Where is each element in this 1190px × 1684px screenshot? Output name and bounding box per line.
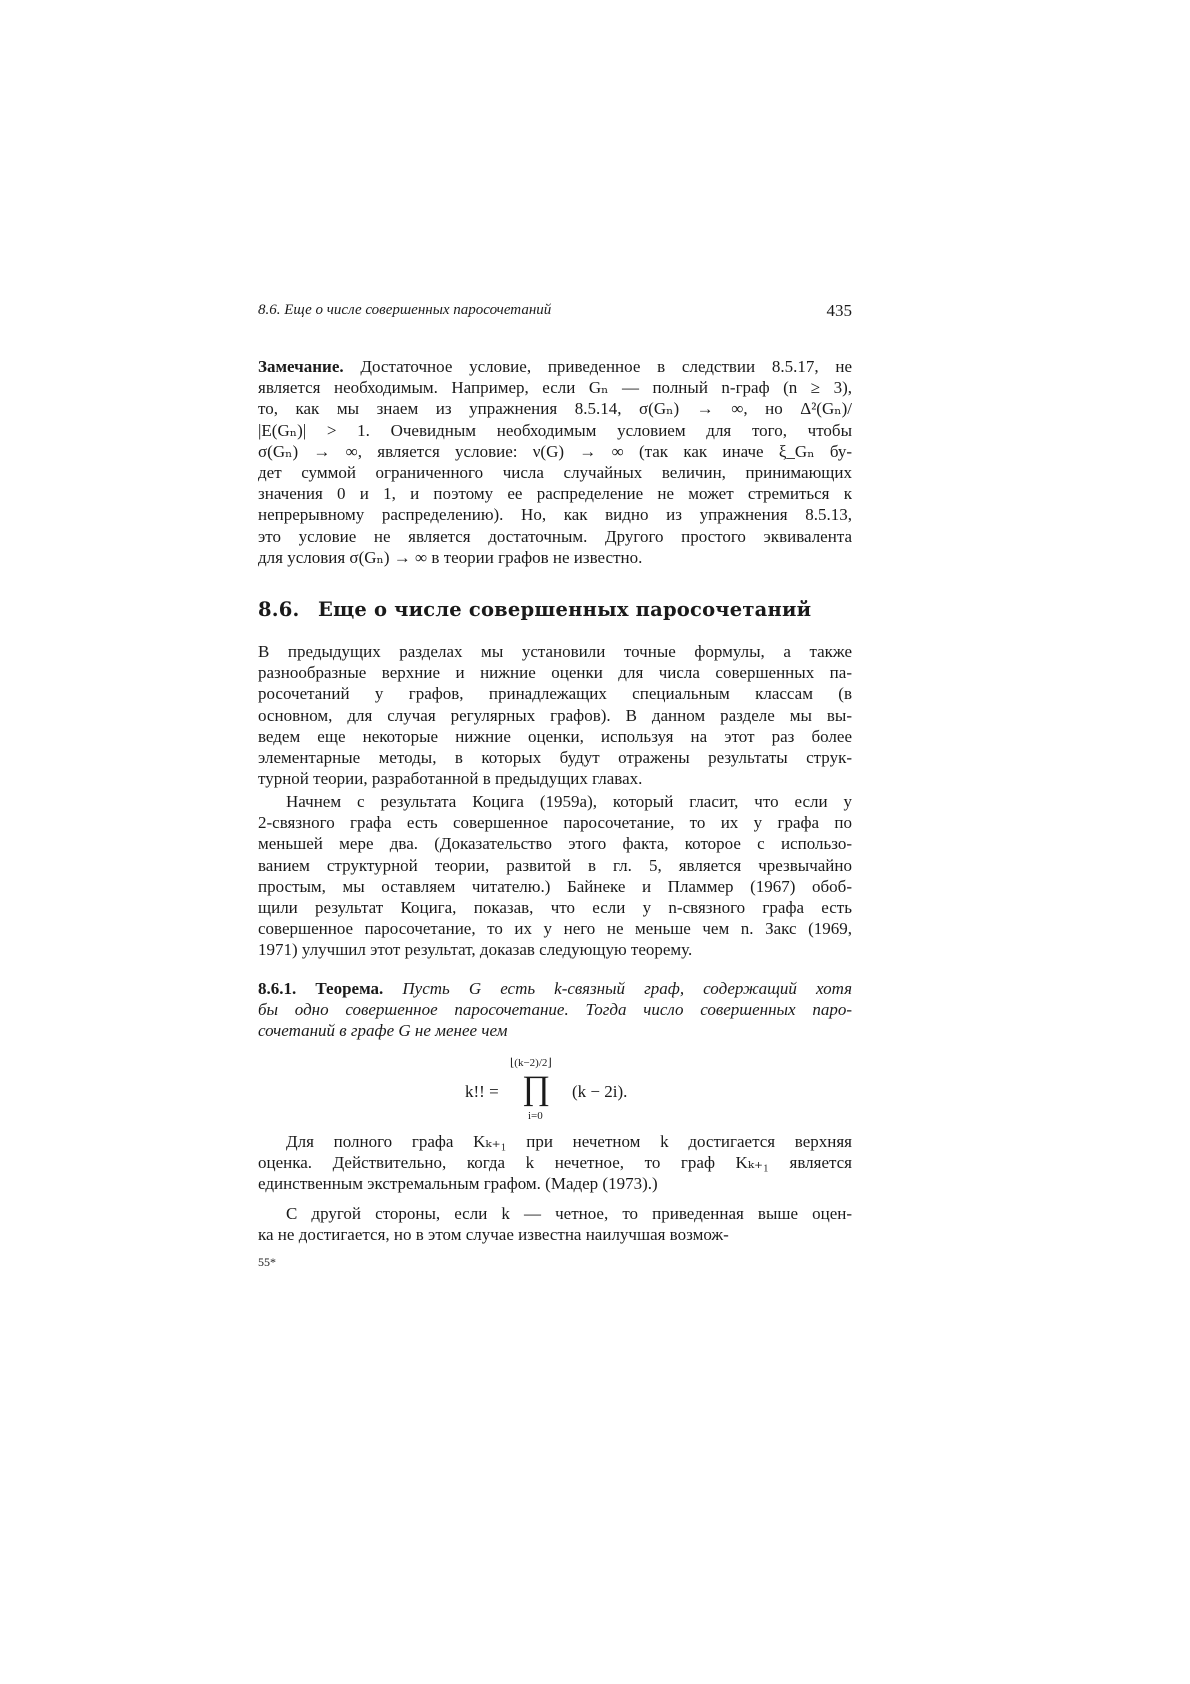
line-text: непрерывному распределению). Но, как видно из упражнения 8.5.13,: [258, 505, 852, 525]
formula-upper-limit: ⌊(k−2)/2⌋: [510, 1057, 552, 1069]
text-line: [258, 1203, 852, 1224]
formula-lower-limit: i=0: [528, 1110, 543, 1122]
line-text: совершенное паросочетание, то их у него не меньше чем n. Закс (1969,: [258, 919, 852, 939]
paragraph-kotzig: [258, 791, 852, 961]
line-text: элементарные методы, в которых будут отражены результаты струк-: [258, 747, 852, 767]
line-text: |E(Gₙ)| > 1. Очевидным необходимым условием для того, чтобы: [258, 420, 852, 440]
text-line: [258, 791, 852, 812]
text-line: [258, 462, 852, 483]
line-text: Для полного графа Kₖ₊₁ при нечетном k достигается верхняя: [286, 1132, 852, 1151]
text-line: [258, 1020, 852, 1041]
text-line: [258, 768, 852, 789]
text-line: [258, 526, 852, 547]
formula-lhs: k!! =: [465, 1082, 499, 1101]
text-line: [258, 1152, 852, 1173]
line-text: Начнем с результата Коцига (1959a), который гласит, что если у: [286, 792, 852, 811]
line-text: росочетаний у графов, принадлежащих специальным классам (в: [258, 684, 852, 704]
text-line: [258, 1173, 852, 1194]
text-line: [258, 641, 852, 662]
paragraph-complete-graph: [258, 1131, 852, 1195]
text-line: [258, 398, 852, 419]
line-text: для условия σ(Gₙ) → ∞ в теории графов не известно.: [258, 547, 643, 567]
text-line: [258, 356, 852, 377]
line-text: основном, для случая регулярных графов). В данном разделе мы вы-: [258, 705, 852, 725]
line-text: оценка. Действительно, когда k нечетное, то граф Kₖ₊₁ является: [258, 1153, 852, 1173]
text-line: [258, 683, 852, 704]
line-text: сочетаний в графе G не менее чем: [258, 1021, 508, 1041]
text-line: [258, 918, 852, 939]
section-title: Еще о числе совершенных паросочетаний: [318, 598, 812, 621]
line-text: дет суммой ограниченного числа случайных величин, принимающих: [258, 462, 852, 482]
text-line: [258, 547, 852, 568]
line-text: единственным экстремальным графом. (Мадер (1973).): [258, 1174, 658, 1194]
paragraph-intro: [258, 641, 852, 789]
section-number: 8.6.: [258, 598, 300, 621]
lead-label: 8.6.1. Теорема.: [258, 979, 384, 998]
text-line: [258, 662, 852, 683]
text-line: [258, 726, 852, 747]
line-text: С другой стороны, если k — четное, то приведенная выше оцен-: [286, 1204, 852, 1223]
product-symbol: ∏: [522, 1070, 550, 1107]
lead-label: Замечание.: [258, 357, 344, 376]
line-text: Пусть G есть k-связный граф, содержащий хотя: [383, 979, 853, 998]
line-text: это условие не является достаточным. Другого простого эквивалента: [258, 526, 852, 546]
text-line: [258, 833, 852, 854]
text-line: [258, 978, 852, 999]
line-text: турной теории, разработанной в предыдущих главах.: [258, 769, 643, 789]
line-text: простым, мы оставляем читателю.) Байнеке и Пламмер (1967) обоб-: [258, 876, 852, 896]
formula-term: (k − 2i).: [572, 1082, 628, 1101]
text-line: [258, 705, 852, 726]
page-number: 435: [826, 301, 852, 320]
text-line: [258, 420, 852, 441]
line-text: 2-связного графа есть совершенное паросочетание, то их у графа по: [258, 813, 852, 833]
text-line: [258, 1131, 852, 1152]
line-text: В предыдущих разделах мы установили точные формулы, а также: [258, 642, 852, 661]
text-line: [258, 876, 852, 897]
text-line: [258, 999, 852, 1020]
line-text: 1971) улучшил этот результат, доказав следующую теорему.: [258, 940, 693, 960]
line-text: щили результат Коцига, показав, что если у n-связного графа есть: [258, 897, 852, 917]
formula-double-factorial: [460, 1057, 680, 1130]
line-text: ведем еще некоторые нижние оценки, используя на этот раз более: [258, 726, 852, 746]
running-header-title: 8.6. Еще о числе совершенных паросочетаний: [258, 302, 552, 318]
signature-mark: 55*: [258, 1255, 276, 1269]
line-text: ванием структурной теории, развитой в гл. 5, является чрезвычайно: [258, 855, 852, 875]
text-line: [258, 377, 852, 398]
text-line: [258, 747, 852, 768]
text-line: [258, 441, 852, 462]
text-line: [258, 504, 852, 525]
text-line: [258, 939, 852, 960]
line-text: меньшей мере два. (Доказательство этого факта, которое с использо-: [258, 834, 852, 854]
text-line: [258, 1224, 852, 1245]
theorem-8-6-1: [258, 978, 852, 1042]
line-text: то, как мы знаем из упражнения 8.5.14, σ(Gₙ) → ∞, но Δ²(Gₙ)/: [258, 399, 852, 419]
text-line: [258, 812, 852, 833]
line-text: разнообразные верхние и нижние оценки для числа совершенных па-: [258, 663, 852, 683]
text-line: [258, 897, 852, 918]
line-text: ка не достигается, но в этом случае известна наилучшая возмож-: [258, 1225, 729, 1245]
line-text: Достаточное условие, приведенное в следствии 8.5.17, не: [343, 357, 852, 376]
text-line: [258, 855, 852, 876]
line-text: бы одно совершенное паросочетание. Тогда число совершенных паро-: [258, 1000, 852, 1020]
section-heading: [258, 598, 811, 621]
line-text: является необходимым. Например, если Gₙ — полный n-граф (n ≥ 3),: [258, 378, 852, 398]
line-text: значения 0 и 1, и поэтому ее распределение не может стремиться к: [258, 484, 852, 504]
paragraph-even-k: [258, 1203, 852, 1245]
line-text: σ(Gₙ) → ∞, является условие: ν(G) → ∞ (так как иначе ξ_Gₙ бу-: [258, 441, 852, 461]
running-header: [258, 302, 852, 319]
remark-paragraph: [258, 356, 852, 568]
text-line: [258, 483, 852, 504]
